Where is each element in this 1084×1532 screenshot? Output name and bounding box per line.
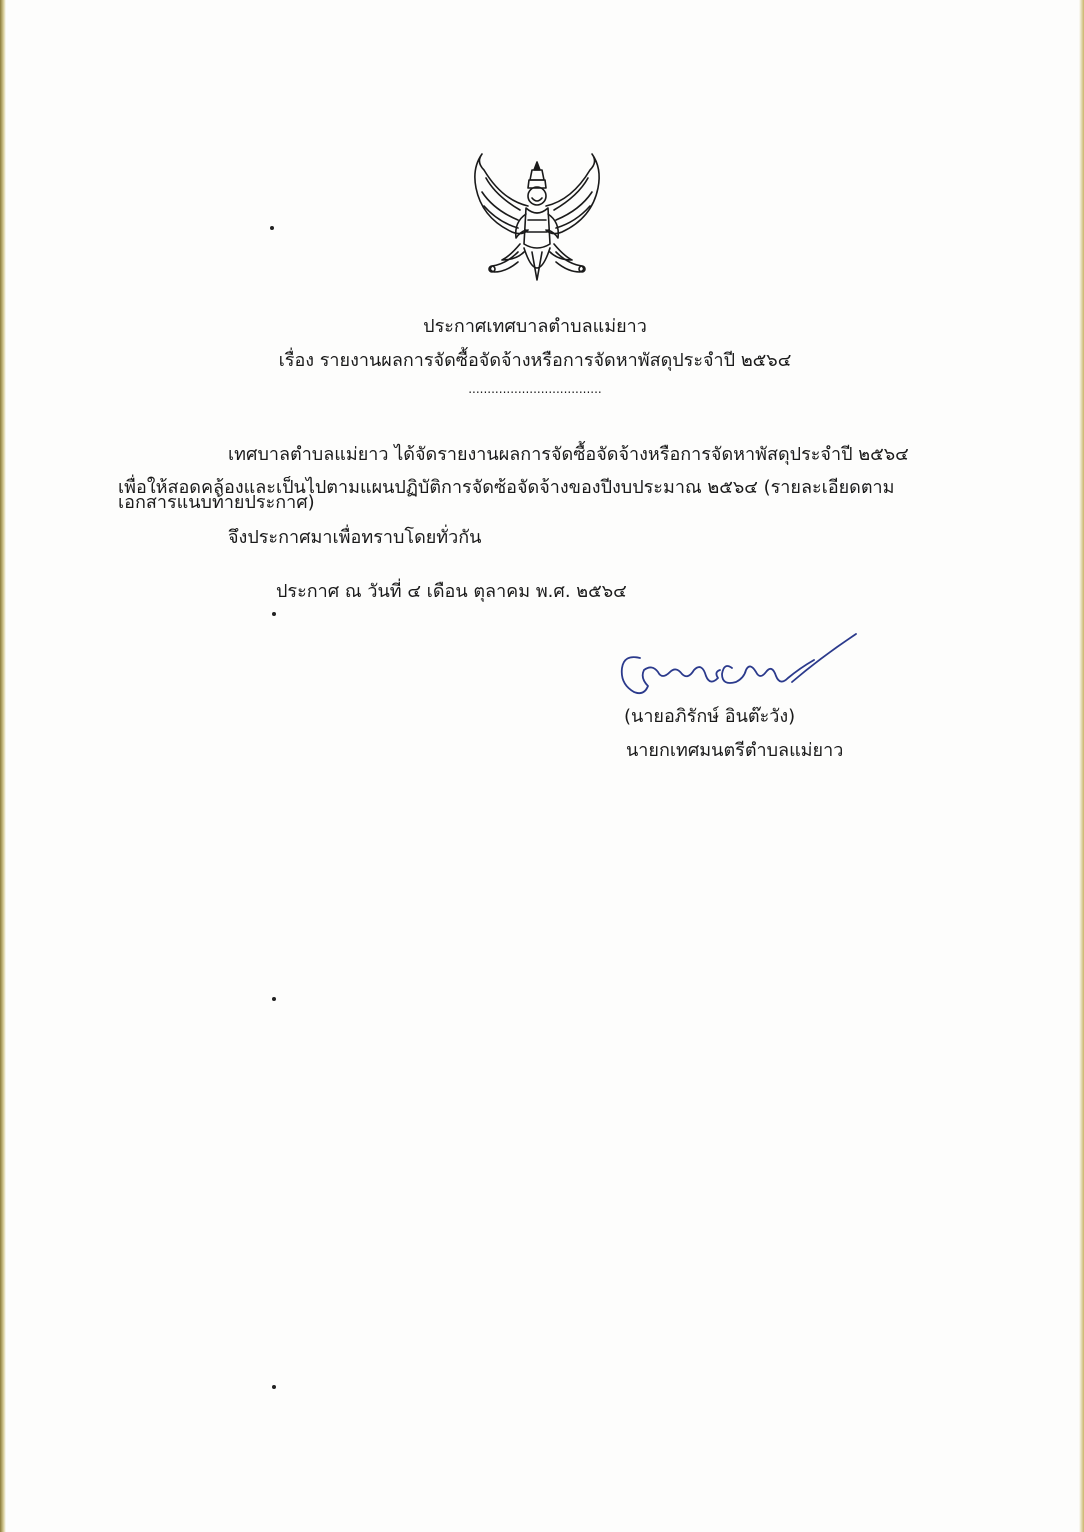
scan-speck bbox=[272, 1385, 276, 1389]
handwritten-signature bbox=[610, 628, 860, 708]
scan-edge-right bbox=[1079, 0, 1084, 1532]
announcement-date: ประกาศ ณ วันที่ ๔ เดือน ตุลาคม พ.ศ. ๒๕๖๔ bbox=[276, 581, 627, 602]
separator-dots: ................................... bbox=[468, 382, 602, 396]
garuda-emblem-icon bbox=[462, 148, 612, 296]
body-paragraph-line-2: เพื่อให้สอดคล้องและเป็นไปตามแผนปฏิบัติการจัดซ้อจัดจ้างของปีงบประมาณ ๒๕๖๔ (รายละเอียดตาม bbox=[118, 477, 895, 498]
announcement-subject: เรื่อง รายงานผลการจัดซื้อจัดจ้างหรือการจัดหาพัสดุประจำปี ๒๕๖๔ bbox=[278, 350, 792, 371]
body-paragraph-line-3: เอกสารแนบท้ายประกาศ) bbox=[118, 492, 315, 513]
body-line-1-text: เทศบาลตำบลแม่ยาว ได้จัดรายงานผลการจัดซื้อจัดจ้างหรือการจัดหาพัสดุประจำปี ๒๕๖๔ bbox=[228, 444, 909, 465]
announcement-title: ประกาศเทศบาลตำบลแม่ยาว bbox=[423, 316, 647, 337]
signer-name: (นายอภิรักษ์ อินต๊ะวัง) bbox=[624, 706, 796, 727]
signer-position: นายกเทศมนตรีตำบลแม่ยาว bbox=[626, 740, 844, 761]
scan-edge-left bbox=[0, 0, 6, 1532]
scan-speck bbox=[272, 612, 276, 616]
closing-statement: จึงประกาศมาเพื่อทราบโดยทั่วกัน bbox=[228, 527, 482, 548]
scan-speck bbox=[272, 997, 276, 1001]
scan-speck bbox=[270, 226, 274, 230]
